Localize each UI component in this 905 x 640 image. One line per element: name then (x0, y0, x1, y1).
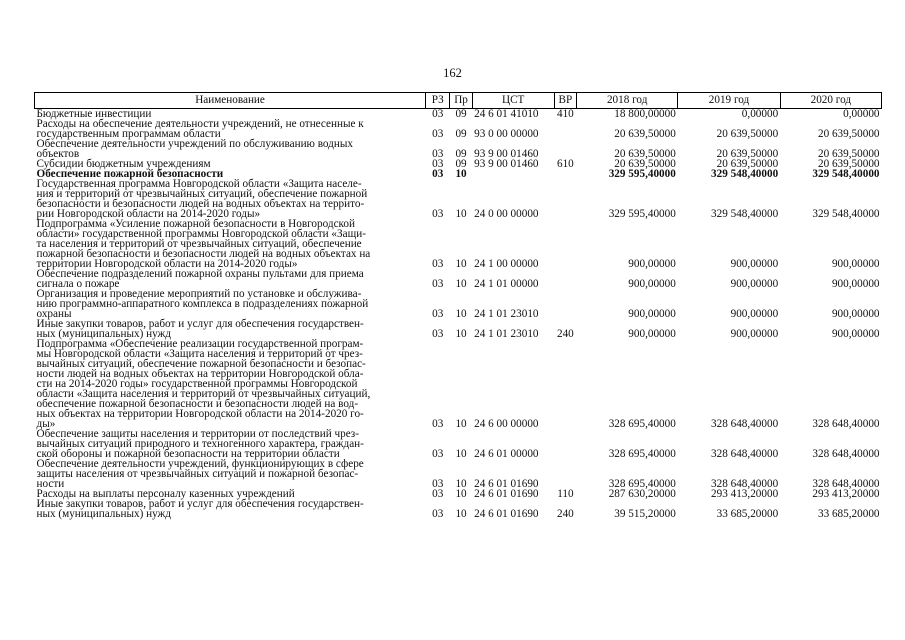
rz-cell: 03 (432, 488, 444, 500)
cst-cell: 24 6 01 01690 (474, 488, 539, 500)
row-name-line: ния и территорий от чрезвычайных ситуаций, обеспечение пожарной (36, 188, 368, 200)
value-2020: 900,00000 (831, 308, 880, 320)
rz-cell: 03 (432, 168, 444, 180)
value-2020: 33 685,20000 (817, 508, 880, 520)
row-name-line: сигнала о пожаре (36, 278, 120, 290)
value-2020: 0,00000 (843, 108, 880, 120)
row-name-line: вычайных ситуаций природного и техногенного характера, граждан- (36, 438, 364, 450)
value-2018: 20 639,50000 (614, 128, 676, 140)
row-name-line: Государственная программа Новгородской области «Защита населе- (36, 178, 362, 190)
row-name-line: нию программно-аппаратного комплекса в подразделениях пожарной (36, 298, 369, 310)
value-2019: 900,00000 (730, 328, 779, 340)
row-name (35, 459, 426, 489)
value-2018: 20 639,50000 (614, 158, 676, 170)
value-2018: 900,00000 (628, 308, 676, 320)
row-name-line: области «Защита населения и территорий от чрезвычайных ситуаций, (36, 388, 371, 400)
row-name (35, 139, 426, 159)
table-row (35, 179, 882, 219)
row-name-line: охраны (36, 308, 72, 320)
rz-cell: 03 (432, 158, 444, 170)
row-name-line: Обеспечение подразделений пожарной охраны пультами для приема (36, 268, 364, 280)
budget-table (34, 92, 882, 519)
pr-cell: 10 (455, 258, 467, 270)
value-2020: 900,00000 (831, 328, 880, 340)
table-header-row (35, 93, 882, 109)
pr-cell: 10 (455, 168, 467, 180)
table-row (35, 339, 882, 429)
value-2019: 0,00000 (741, 108, 779, 120)
value-2018: 900,00000 (628, 258, 676, 270)
vr-cell (554, 269, 576, 289)
pr-cell: 10 (455, 328, 467, 340)
row-name (35, 339, 426, 429)
value-2018: 900,00000 (628, 328, 676, 340)
row-name-line: Обеспечение защиты населения и территории от последствий чрез- (36, 428, 359, 440)
value-2018: 328 695,40000 (608, 418, 676, 430)
value-2020: 328 648,40000 (812, 478, 880, 490)
rz-cell: 03 (432, 108, 444, 120)
row-name-line: сти на 2014-2020 годы» государственной программы Новгородской (36, 378, 358, 390)
cst-cell: 93 0 00 00000 (474, 128, 539, 140)
row-name-line: ных (муниципальных) нужд (36, 328, 171, 340)
vr-cell (554, 339, 576, 429)
row-name-line: ности людей на водных объектах на территории Новгородской обла- (36, 368, 364, 380)
vr-cell: 410 (556, 108, 574, 120)
vr-cell (554, 429, 576, 459)
vr-cell (554, 119, 576, 139)
value-2018: 328 695,40000 (608, 448, 676, 460)
table-row (35, 269, 882, 289)
value-2019: 900,00000 (730, 258, 779, 270)
value-2019: 329 548,40000 (711, 208, 779, 220)
value-2019: 328 648,40000 (711, 448, 779, 460)
table-row (35, 119, 882, 139)
value-2019: 20 639,50000 (716, 128, 779, 140)
pr-cell: 10 (455, 308, 467, 320)
vr-cell (554, 219, 576, 269)
row-name-line: рии Новгородской области на 2014-2020 годы» (36, 208, 261, 220)
row-name-line: ды» (36, 418, 56, 430)
cst-cell: 93 9 00 01460 (474, 158, 539, 170)
row-name-line: Иные закупки товаров, работ и услуг для обеспечения государствен- (36, 498, 364, 510)
row-name-line: ных (муниципальных) нужд (36, 508, 171, 520)
header-pr: Пр (450, 93, 472, 109)
row-name-line: Обеспечение пожарной безопасности (36, 168, 224, 180)
header-2018: 2018 год (577, 93, 678, 109)
pr-cell: 10 (455, 478, 467, 490)
row-name-line: ных объектах на территории Новгородской области на 2014-2020 го- (36, 408, 364, 420)
cst-cell: 24 1 01 00000 (474, 278, 539, 290)
cst-cell: 24 6 01 01690 (474, 508, 539, 520)
value-2020: 20 639,50000 (817, 128, 880, 140)
table-row (35, 319, 882, 339)
value-2020: 328 648,40000 (812, 448, 880, 460)
table-row (35, 459, 882, 489)
value-2018: 287 630,20000 (608, 488, 676, 500)
row-name-line: Расходы на выплаты персоналу казенных учреждений (36, 488, 295, 500)
row-name-line: Обеспечение деятельности учреждений, функционирующих в сфере (36, 458, 364, 470)
vr-cell: 610 (556, 158, 574, 170)
value-2019: 329 548,40000 (711, 168, 779, 180)
row-name (35, 119, 426, 139)
rz-cell: 03 (432, 208, 444, 220)
row-name-line: ской обороны и пожарной безопасности на территории области (36, 448, 340, 460)
rz-cell: 03 (432, 328, 444, 340)
cst-cell: 24 6 01 41010 (474, 108, 539, 120)
row-name-line: та населения и территорий от чрезвычайных ситуаций, обеспечение (36, 238, 362, 250)
vr-cell (554, 459, 576, 489)
row-name-line: Обеспечение деятельности учреждений по обслуживанию водных (36, 138, 353, 150)
row-name-line: Организация и проведение мероприятий по установке и обслужива- (36, 288, 362, 300)
cst-cell (472, 169, 554, 179)
row-name (35, 269, 426, 289)
header-rz: РЗ (426, 93, 450, 109)
row-name-line: Подпрограмма «Обеспечение реализации государственной програм- (36, 338, 364, 350)
table-row (35, 139, 882, 159)
row-name (35, 319, 426, 339)
header-2020: 2020 год (780, 93, 881, 109)
value-2019: 900,00000 (730, 308, 779, 320)
value-2018: 329 595,40000 (608, 208, 676, 220)
row-name-line: Иные закупки товаров, работ и услуг для обеспечения государствен- (36, 318, 364, 330)
value-2020: 293 413,20000 (812, 488, 880, 500)
row-name-line: Бюджетные инвестиции (36, 108, 152, 120)
value-2018: 329 595,40000 (608, 168, 676, 180)
cst-cell: 24 1 01 23010 (474, 308, 539, 320)
page-number: 162 (443, 66, 462, 80)
value-2019: 20 639,50000 (716, 158, 779, 170)
row-name (35, 179, 426, 219)
header-vr: ВР (554, 93, 576, 109)
value-2020: 900,00000 (831, 258, 880, 270)
row-name-line: государственным программам области (36, 128, 221, 140)
cst-cell: 24 6 01 00000 (474, 448, 539, 460)
value-2018: 328 695,40000 (608, 478, 676, 490)
rz-cell: 03 (432, 278, 444, 290)
value-2018: 18 800,00000 (614, 108, 676, 120)
rz-cell: 03 (432, 308, 444, 320)
row-name-line: пожарной безопасности и безопасности людей на водных объектах на (36, 248, 371, 260)
cst-cell: 24 1 01 23010 (474, 328, 539, 340)
table-row (35, 219, 882, 269)
value-2018: 20 639,50000 (614, 148, 676, 160)
table-body (35, 109, 882, 520)
table-row (35, 429, 882, 459)
row-name-line: обеспечение пожарной безопасности и безопасности людей на вод- (36, 398, 359, 410)
row-name-line: области» государственной программы Новгородской области «Защи- (36, 228, 366, 240)
rz-cell: 03 (432, 418, 444, 430)
pr-cell: 09 (455, 158, 467, 170)
rz-cell: 03 (432, 128, 444, 140)
row-name-line: защиты населения от чрезвычайных ситуаций и пожарной безопас- (36, 468, 359, 480)
pr-cell: 10 (455, 508, 467, 520)
value-2020: 20 639,50000 (817, 158, 880, 170)
value-2018: 900,00000 (628, 278, 676, 290)
value-2020: 900,00000 (831, 278, 880, 290)
rz-cell: 03 (432, 478, 444, 490)
value-2018: 39 515,20000 (614, 508, 676, 520)
vr-cell (554, 179, 576, 219)
row-name-line: территории Новгородской области на 2014-2020 годы» (36, 258, 298, 270)
row-name-line: ности (36, 478, 65, 490)
rz-cell: 03 (432, 508, 444, 520)
header-name: Наименование (35, 93, 426, 109)
row-name (35, 429, 426, 459)
row-name-line: вычайных ситуаций, обеспечение пожарной безопасности и безопас- (36, 358, 366, 370)
vr-cell: 240 (556, 508, 574, 520)
value-2019: 20 639,50000 (716, 148, 779, 160)
value-2020: 328 648,40000 (812, 418, 880, 430)
value-2019: 328 648,40000 (711, 418, 779, 430)
cst-cell: 24 6 01 01690 (474, 478, 539, 490)
row-name-line: Расходы на обеспечение деятельности учреждений, не отнесенные к (36, 118, 364, 130)
value-2019: 33 685,20000 (716, 508, 779, 520)
value-2019: 328 648,40000 (711, 478, 779, 490)
row-name-line: безопасности и безопасности людей на водных объектах на террито- (36, 198, 365, 210)
vr-cell (554, 169, 576, 179)
pr-cell: 10 (455, 448, 467, 460)
row-name-line: мы Новгородской области «Защита населения и территорий от чрез- (36, 348, 363, 360)
row-name-line: объектов (36, 148, 80, 160)
pr-cell: 10 (455, 278, 467, 290)
cst-cell: 24 1 00 00000 (474, 258, 539, 270)
value-2019: 900,00000 (730, 278, 779, 290)
row-name (35, 289, 426, 319)
row-name-line: Подпрограмма «Усиление пожарной безопасности в Новгородской (36, 218, 355, 230)
value-2020: 329 548,40000 (812, 168, 880, 180)
cst-cell: 24 0 00 00000 (474, 208, 539, 220)
table-row (35, 289, 882, 319)
vr-cell (554, 289, 576, 319)
cst-cell: 93 9 00 01460 (474, 148, 539, 160)
pr-cell: 10 (455, 208, 467, 220)
vr-cell: 110 (557, 488, 574, 500)
pr-cell: 10 (455, 488, 467, 500)
pr-cell: 09 (455, 108, 467, 120)
table-row (35, 499, 882, 519)
pr-cell: 10 (455, 418, 467, 430)
value-2020: 20 639,50000 (817, 148, 880, 160)
rz-cell: 03 (432, 448, 444, 460)
pr-cell: 09 (455, 128, 467, 140)
value-2020: 329 548,40000 (812, 208, 880, 220)
vr-cell: 240 (556, 328, 574, 340)
rz-cell: 03 (432, 258, 444, 270)
header-2019: 2019 год (678, 93, 780, 109)
header-cst: ЦСТ (472, 93, 554, 109)
value-2019: 293 413,20000 (711, 488, 779, 500)
vr-cell (554, 139, 576, 159)
row-name (35, 499, 426, 519)
pr-cell: 09 (455, 148, 467, 160)
cst-cell: 24 6 00 00000 (474, 418, 539, 430)
row-name (35, 219, 426, 269)
rz-cell: 03 (432, 148, 444, 160)
row-name-line: Субсидии бюджетным учреждениям (36, 158, 211, 170)
